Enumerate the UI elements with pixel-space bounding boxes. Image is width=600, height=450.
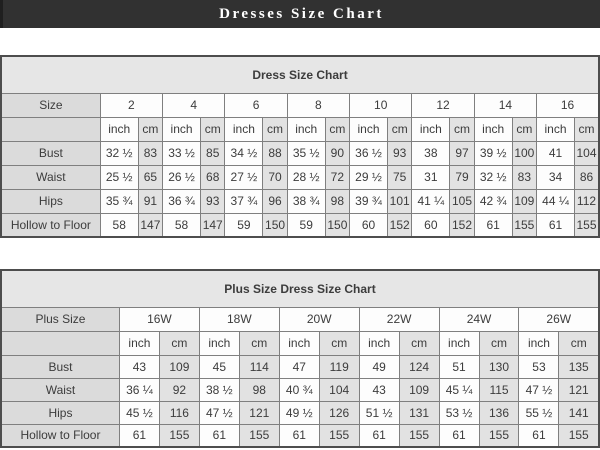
inch-value-cell: 60 — [412, 213, 450, 237]
cm-value-cell: 109 — [512, 189, 536, 213]
inch-unit-cell: inch — [519, 331, 559, 355]
cm-value-cell: 98 — [239, 378, 279, 401]
size-cell: 14 — [474, 93, 536, 117]
inch-unit-cell: inch — [119, 331, 159, 355]
cm-value-cell: 104 — [574, 141, 599, 165]
inch-value-cell: 41 — [537, 141, 575, 165]
size-cell: 24W — [439, 307, 519, 331]
cm-unit-cell: cm — [399, 331, 439, 355]
inch-value-cell: 61 — [359, 424, 399, 447]
inch-value-cell: 59 — [287, 213, 325, 237]
inch-value-cell: 49 — [359, 355, 399, 378]
inch-value-cell: 38 — [412, 141, 450, 165]
inch-value-cell: 59 — [225, 213, 263, 237]
cm-unit-cell: cm — [159, 331, 199, 355]
cm-value-cell: 131 — [399, 401, 439, 424]
cm-value-cell: 141 — [559, 401, 599, 424]
cm-value-cell: 97 — [450, 141, 474, 165]
inch-value-cell: 26 ½ — [163, 165, 201, 189]
inch-unit-cell: inch — [474, 117, 512, 141]
inch-value-cell: 58 — [100, 213, 138, 237]
inch-value-cell: 61 — [519, 424, 559, 447]
dress-size-chart-table — [0, 55, 600, 238]
cm-value-cell: 136 — [479, 401, 519, 424]
inch-value-cell: 39 ½ — [474, 141, 512, 165]
inch-value-cell: 47 ½ — [519, 378, 559, 401]
cm-value-cell: 105 — [450, 189, 474, 213]
cm-value-cell: 83 — [138, 141, 162, 165]
cm-unit-cell: cm — [138, 117, 162, 141]
inch-value-cell: 36 ¼ — [119, 378, 159, 401]
row-label-cell: Hollow to Floor — [1, 213, 100, 237]
inch-value-cell: 33 ½ — [163, 141, 201, 165]
inch-value-cell: 45 ¼ — [439, 378, 479, 401]
row-label-cell: Bust — [1, 141, 100, 165]
inch-value-cell: 34 — [537, 165, 575, 189]
cm-value-cell: 115 — [479, 378, 519, 401]
size-row-label: Size — [1, 93, 100, 117]
row-label-cell: Hollow to Floor — [1, 424, 119, 447]
inch-unit-cell: inch — [100, 117, 138, 141]
size-cell: 10 — [350, 93, 412, 117]
inch-value-cell: 42 ¾ — [474, 189, 512, 213]
page-banner — [0, 0, 600, 28]
inch-value-cell: 51 — [439, 355, 479, 378]
inch-unit-cell: inch — [163, 117, 201, 141]
inch-value-cell: 38 ½ — [199, 378, 239, 401]
size-charts-container — [0, 55, 600, 448]
cm-value-cell: 155 — [239, 424, 279, 447]
inch-value-cell: 61 — [199, 424, 239, 447]
cm-value-cell: 79 — [450, 165, 474, 189]
cm-value-cell: 155 — [319, 424, 359, 447]
inch-value-cell: 41 ¼ — [412, 189, 450, 213]
cm-unit-cell: cm — [239, 331, 279, 355]
inch-value-cell: 51 ½ — [359, 401, 399, 424]
cm-value-cell: 83 — [512, 165, 536, 189]
cm-value-cell: 150 — [263, 213, 287, 237]
inch-value-cell: 34 ½ — [225, 141, 263, 165]
inch-value-cell: 61 — [537, 213, 575, 237]
cm-value-cell: 104 — [319, 378, 359, 401]
size-cell: 26W — [519, 307, 599, 331]
size-cell: 16 — [537, 93, 599, 117]
size-cell: 16W — [119, 307, 199, 331]
size-cell: 12 — [412, 93, 474, 117]
cm-value-cell: 155 — [399, 424, 439, 447]
inch-value-cell: 60 — [350, 213, 388, 237]
cm-value-cell: 135 — [559, 355, 599, 378]
size-cell: 20W — [279, 307, 359, 331]
cm-value-cell: 155 — [512, 213, 536, 237]
row-label-cell: Hips — [1, 189, 100, 213]
inch-value-cell: 61 — [119, 424, 159, 447]
cm-unit-cell: cm — [559, 331, 599, 355]
cm-value-cell: 72 — [325, 165, 349, 189]
inch-value-cell: 47 ½ — [199, 401, 239, 424]
inch-value-cell: 32 ½ — [100, 141, 138, 165]
table-title: Dress Size Chart — [1, 56, 599, 93]
cm-value-cell: 68 — [201, 165, 225, 189]
size-cell: 6 — [225, 93, 287, 117]
inch-value-cell: 31 — [412, 165, 450, 189]
cm-value-cell: 147 — [138, 213, 162, 237]
cm-value-cell: 90 — [325, 141, 349, 165]
cm-value-cell: 65 — [138, 165, 162, 189]
row-label-cell: Bust — [1, 355, 119, 378]
cm-value-cell: 98 — [325, 189, 349, 213]
cm-unit-cell: cm — [263, 117, 287, 141]
cm-unit-cell: cm — [512, 117, 536, 141]
cm-value-cell: 93 — [388, 141, 412, 165]
cm-value-cell: 96 — [263, 189, 287, 213]
row-label-cell: Hips — [1, 401, 119, 424]
cm-value-cell: 121 — [239, 401, 279, 424]
inch-value-cell: 38 ¾ — [287, 189, 325, 213]
inch-value-cell: 58 — [163, 213, 201, 237]
cm-value-cell: 88 — [263, 141, 287, 165]
cm-unit-cell: cm — [388, 117, 412, 141]
inch-value-cell: 45 ½ — [119, 401, 159, 424]
inch-value-cell: 35 ¾ — [100, 189, 138, 213]
cm-value-cell: 155 — [559, 424, 599, 447]
inch-value-cell: 61 — [474, 213, 512, 237]
cm-unit-cell: cm — [319, 331, 359, 355]
inch-unit-cell: inch — [350, 117, 388, 141]
cm-value-cell: 124 — [399, 355, 439, 378]
inch-unit-cell: inch — [287, 117, 325, 141]
inch-value-cell: 36 ¾ — [163, 189, 201, 213]
cm-unit-cell: cm — [450, 117, 474, 141]
cm-value-cell: 121 — [559, 378, 599, 401]
cm-value-cell: 86 — [574, 165, 599, 189]
inch-value-cell: 43 — [359, 378, 399, 401]
cm-value-cell: 100 — [512, 141, 536, 165]
cm-unit-cell: cm — [574, 117, 599, 141]
inch-value-cell: 44 ¼ — [537, 189, 575, 213]
row-label-cell: Waist — [1, 165, 100, 189]
inch-value-cell: 39 ¾ — [350, 189, 388, 213]
inch-value-cell: 40 ¾ — [279, 378, 319, 401]
cm-value-cell: 109 — [399, 378, 439, 401]
cm-value-cell: 101 — [388, 189, 412, 213]
cm-value-cell: 155 — [159, 424, 199, 447]
size-cell: 8 — [287, 93, 349, 117]
inch-value-cell: 45 — [199, 355, 239, 378]
inch-value-cell: 47 — [279, 355, 319, 378]
inch-value-cell: 61 — [439, 424, 479, 447]
cm-value-cell: 126 — [319, 401, 359, 424]
size-cell: 18W — [199, 307, 279, 331]
inch-value-cell: 55 ½ — [519, 401, 559, 424]
size-cell: 4 — [163, 93, 225, 117]
cm-value-cell: 109 — [159, 355, 199, 378]
inch-unit-cell: inch — [359, 331, 399, 355]
cm-value-cell: 119 — [319, 355, 359, 378]
unit-row-corner — [1, 331, 119, 355]
inch-value-cell: 53 — [519, 355, 559, 378]
row-label-cell: Waist — [1, 378, 119, 401]
inch-unit-cell: inch — [279, 331, 319, 355]
size-row-label: Plus Size — [1, 307, 119, 331]
cm-value-cell: 70 — [263, 165, 287, 189]
inch-value-cell: 32 ½ — [474, 165, 512, 189]
cm-unit-cell: cm — [201, 117, 225, 141]
inch-value-cell: 53 ½ — [439, 401, 479, 424]
cm-unit-cell: cm — [479, 331, 519, 355]
cm-value-cell: 85 — [201, 141, 225, 165]
inch-unit-cell: inch — [439, 331, 479, 355]
inch-unit-cell: inch — [537, 117, 575, 141]
cm-value-cell: 155 — [479, 424, 519, 447]
inch-value-cell: 25 ½ — [100, 165, 138, 189]
inch-value-cell: 36 ½ — [350, 141, 388, 165]
inch-unit-cell: inch — [412, 117, 450, 141]
cm-value-cell: 147 — [201, 213, 225, 237]
cm-value-cell: 155 — [574, 213, 599, 237]
inch-unit-cell: inch — [225, 117, 263, 141]
cm-value-cell: 152 — [388, 213, 412, 237]
cm-value-cell: 116 — [159, 401, 199, 424]
inch-value-cell: 37 ¾ — [225, 189, 263, 213]
size-cell: 22W — [359, 307, 439, 331]
cm-value-cell: 112 — [574, 189, 599, 213]
cm-value-cell: 75 — [388, 165, 412, 189]
inch-unit-cell: inch — [199, 331, 239, 355]
table-title: Plus Size Dress Size Chart — [1, 270, 599, 307]
cm-value-cell: 91 — [138, 189, 162, 213]
cm-value-cell: 150 — [325, 213, 349, 237]
inch-value-cell: 61 — [279, 424, 319, 447]
page-title: Dresses Size Chart — [219, 5, 384, 22]
inch-value-cell: 35 ½ — [287, 141, 325, 165]
inch-value-cell: 43 — [119, 355, 159, 378]
size-cell: 2 — [100, 93, 162, 117]
cm-value-cell: 114 — [239, 355, 279, 378]
cm-value-cell: 130 — [479, 355, 519, 378]
inch-value-cell: 28 ½ — [287, 165, 325, 189]
inch-value-cell: 49 ½ — [279, 401, 319, 424]
cm-unit-cell: cm — [325, 117, 349, 141]
unit-row-corner — [1, 117, 100, 141]
cm-value-cell: 92 — [159, 378, 199, 401]
plus-size-dress-size-chart-table — [0, 269, 600, 448]
inch-value-cell: 27 ½ — [225, 165, 263, 189]
cm-value-cell: 152 — [450, 213, 474, 237]
cm-value-cell: 93 — [201, 189, 225, 213]
inch-value-cell: 29 ½ — [350, 165, 388, 189]
